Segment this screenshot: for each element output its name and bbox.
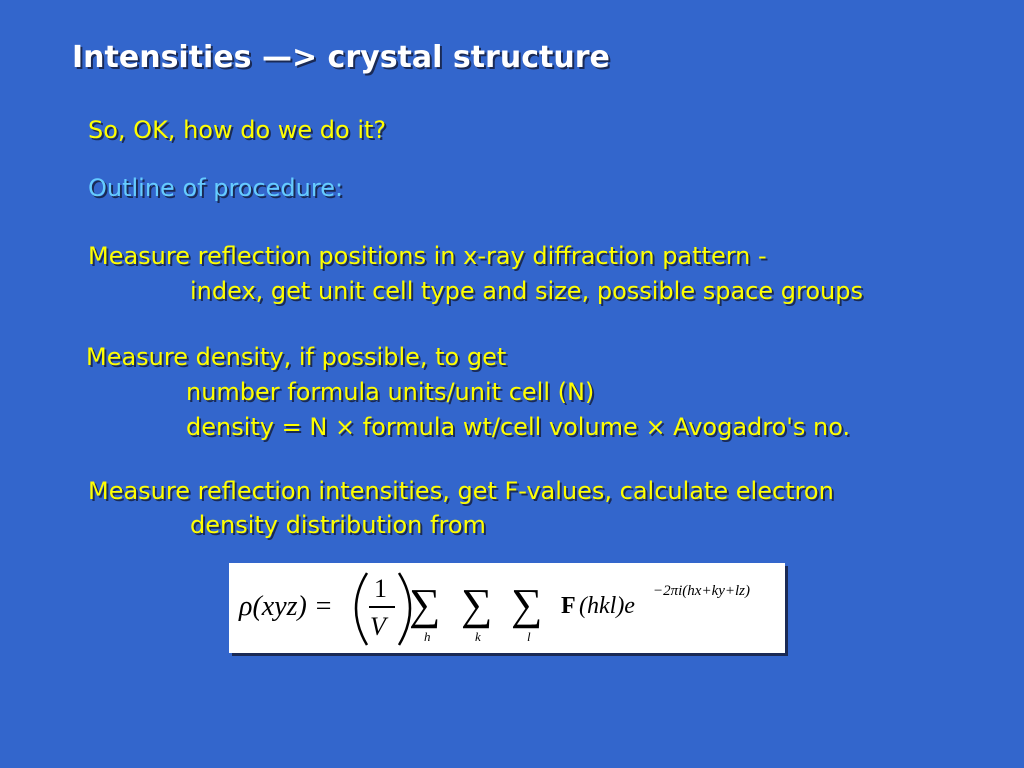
formula-lhs: ρ(xyz) = bbox=[239, 591, 333, 622]
step2-line1: Measure density, if possible, to get bbox=[86, 343, 507, 371]
step2-line2: number formula units/unit cell (N) bbox=[186, 378, 595, 406]
sum-k-icon: ∑ bbox=[461, 580, 493, 629]
formula-hkl: (hkl)e bbox=[579, 593, 635, 619]
step1-line1: Measure reflection positions in x-ray diffraction pattern - bbox=[88, 242, 767, 270]
outline-label: Outline of procedure: bbox=[88, 174, 344, 202]
step2-line3: density = N × formula wt/cell volume × Avogadro's no. bbox=[186, 413, 851, 441]
sum-h-index: h bbox=[424, 629, 431, 644]
formula-F: F bbox=[561, 593, 576, 619]
step3-line1: Measure reflection intensities, get F-values, calculate electron bbox=[88, 477, 834, 505]
question-text: So, OK, how do we do it? bbox=[88, 116, 387, 144]
sum-k-index: k bbox=[475, 629, 481, 644]
electron-density-formula bbox=[229, 563, 785, 653]
left-paren bbox=[356, 573, 367, 645]
slide-title: Intensities —> crystal structure bbox=[72, 40, 610, 75]
formula-denominator: V bbox=[370, 612, 386, 641]
sum-h-icon: ∑ bbox=[409, 580, 441, 629]
sum-l-icon: ∑ bbox=[511, 580, 543, 629]
formula-exponent: −2πi(hx+ky+lz) bbox=[653, 583, 751, 599]
sum-l-index: l bbox=[527, 629, 531, 644]
step3-line2: density distribution from bbox=[190, 511, 486, 539]
step1-line2: index, get unit cell type and size, possible space groups bbox=[190, 277, 863, 305]
formula-numerator: 1 bbox=[374, 574, 387, 603]
